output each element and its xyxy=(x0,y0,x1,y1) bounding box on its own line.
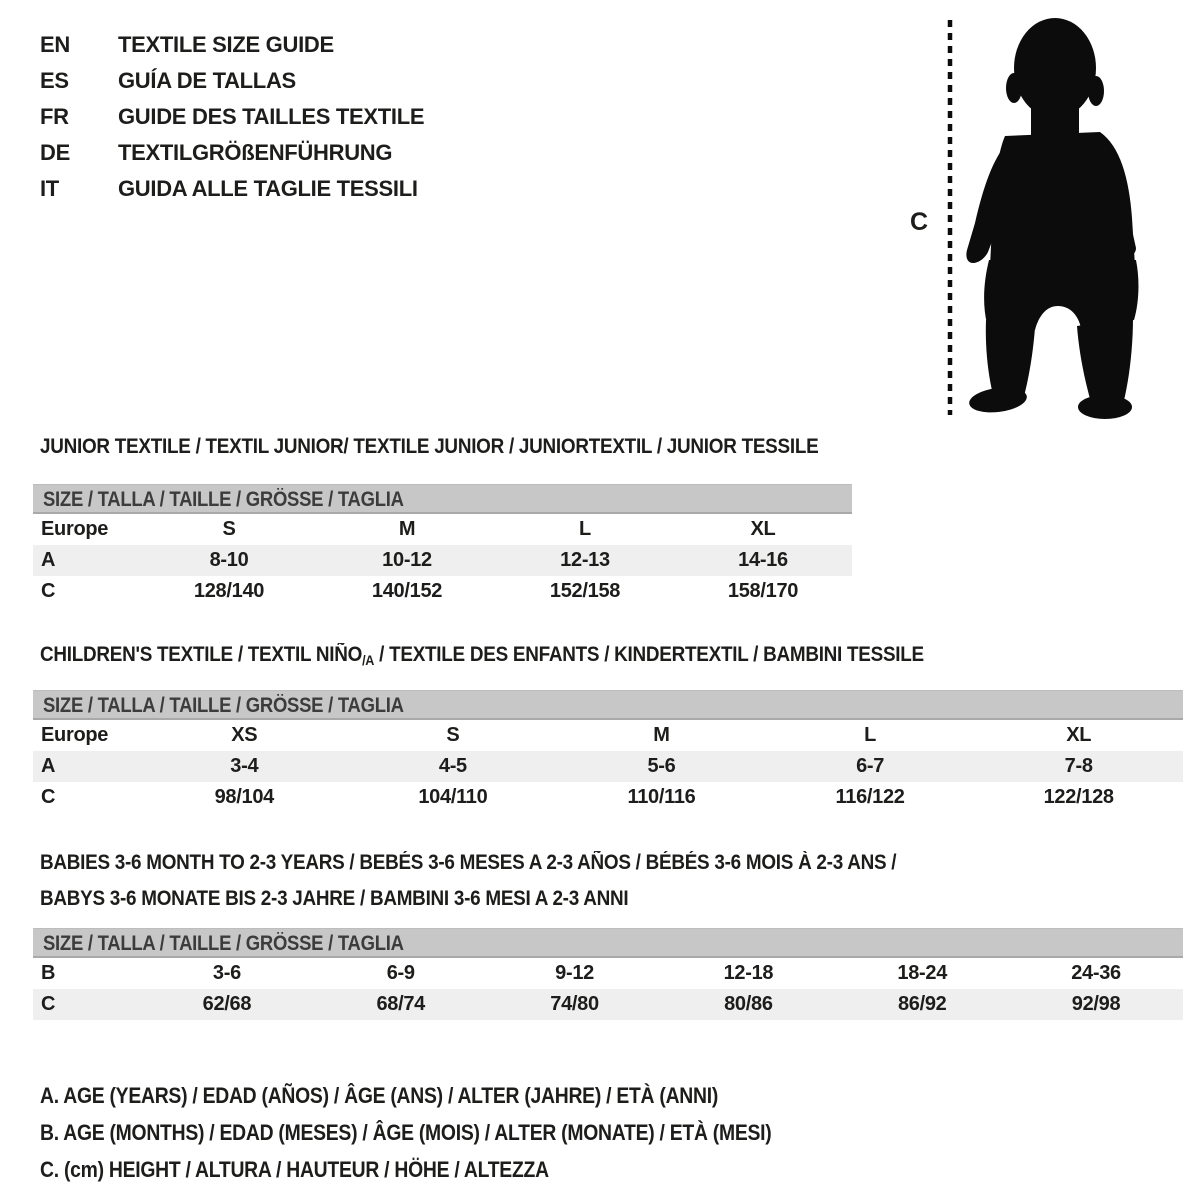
height-cell: 116/122 xyxy=(835,786,905,808)
babies-size-table xyxy=(33,928,1183,1020)
legend-age-years: A. AGE (YEARS) / EDAD (AÑOS) / ÂGE (ANS) / ALTER (JAHRE) / ETÀ (ANNI) xyxy=(40,1083,719,1108)
size-header-bar xyxy=(33,690,1183,720)
language-code: IT xyxy=(40,176,59,201)
height-cell: 158/170 xyxy=(727,580,799,602)
age-cell: 6-7 xyxy=(856,755,885,777)
language-title: GUÍA DE TALLAS xyxy=(118,68,296,93)
age-cell: 5-6 xyxy=(647,755,676,777)
age-cell: 10-12 xyxy=(382,549,432,571)
months-cell: 12-18 xyxy=(723,962,774,984)
height-cell: 80/86 xyxy=(724,993,773,1015)
row-label: A xyxy=(41,755,56,777)
size-cell: L xyxy=(864,724,877,746)
language-row-it xyxy=(40,171,424,207)
table-row-height xyxy=(33,989,1183,1020)
size-cell: S xyxy=(446,724,460,746)
size-header-text: SIZE / TALLA / TAILLE / GRÖSSE / TAGLIA xyxy=(43,488,404,511)
language-code: FR xyxy=(40,104,69,129)
size-cell: XL xyxy=(750,518,776,540)
height-cell: 62/68 xyxy=(202,993,252,1015)
row-label: B xyxy=(41,962,56,984)
table-row-europe xyxy=(33,720,1183,751)
height-cell: 140/152 xyxy=(371,580,443,602)
language-title: TEXTILGRÖßENFÜHRUNG xyxy=(118,140,393,165)
children-title-prefix: CHILDREN'S TEXTILE / TEXTIL NIÑO xyxy=(40,643,363,666)
language-title: GUIDA ALLE TAGLIE TESSILI xyxy=(118,176,418,201)
language-code: DE xyxy=(40,140,70,165)
months-cell: 3-6 xyxy=(212,962,241,984)
language-code: ES xyxy=(40,68,69,93)
height-cell: 98/104 xyxy=(214,786,274,808)
months-cell: 24-36 xyxy=(1071,962,1121,984)
babies-section-title xyxy=(40,845,896,917)
legend-height-cm: C. (cm) HEIGHT / ALTURA / HAUTEUR / HÖHE / ALTEZZA xyxy=(40,1157,549,1182)
months-cell: 6-9 xyxy=(386,962,415,984)
table-row-height xyxy=(33,782,1183,813)
height-cell: 104/110 xyxy=(418,786,488,808)
junior-size-table xyxy=(33,484,852,607)
children-title-suffix: / TEXTILE DES ENFANTS / KINDERTEXTIL / BAMBINI TESSILE xyxy=(374,643,924,666)
children-section-title xyxy=(40,642,924,673)
language-row-es xyxy=(40,63,424,99)
language-title: GUIDE DES TAILLES TEXTILE xyxy=(118,104,425,129)
junior-section-title: JUNIOR TEXTILE / TEXTIL JUNIOR/ TEXTILE JUNIOR / JUNIORTEXTIL / JUNIOR TESSILE xyxy=(40,435,819,458)
table-row-height xyxy=(33,576,852,607)
table-row-age xyxy=(33,751,1183,782)
height-cell: 110/116 xyxy=(627,786,696,808)
language-row-fr xyxy=(40,99,424,135)
toddler-silhouette-icon xyxy=(905,8,1150,423)
row-label: Europe xyxy=(41,724,109,746)
age-cell: 8-10 xyxy=(209,549,249,571)
height-cell: 122/128 xyxy=(1043,786,1114,808)
row-label: Europe xyxy=(41,518,109,540)
size-header-bar xyxy=(33,928,1183,958)
height-cell: 74/80 xyxy=(550,993,599,1015)
height-measure-label: C xyxy=(910,208,929,236)
size-header-bar xyxy=(33,484,852,514)
children-title-sub: /A xyxy=(362,652,375,668)
months-cell: 9-12 xyxy=(555,962,594,984)
age-cell: 12-13 xyxy=(560,549,610,571)
height-cell: 128/140 xyxy=(193,580,265,602)
table-row-age xyxy=(33,545,852,576)
language-title: TEXTILE SIZE GUIDE xyxy=(118,32,334,57)
size-cell: M xyxy=(653,724,670,746)
age-cell: 3-4 xyxy=(230,755,259,777)
height-cell: 92/98 xyxy=(1071,993,1121,1015)
size-cell: XS xyxy=(231,724,258,746)
babies-title-line2: BABYS 3-6 MONATE BIS 2-3 JAHRE / BAMBINI 3-6 MESI A 2-3 ANNI xyxy=(40,887,629,910)
row-label: C xyxy=(41,786,56,808)
table-row-europe xyxy=(33,514,852,545)
legend xyxy=(40,1077,871,1188)
size-cell: S xyxy=(222,518,236,540)
months-cell: 18-24 xyxy=(897,962,948,984)
size-cell: L xyxy=(579,518,591,540)
size-header-text: SIZE / TALLA / TAILLE / GRÖSSE / TAGLIA xyxy=(43,694,404,717)
table-row-months xyxy=(33,958,1183,989)
language-row-en xyxy=(40,27,424,63)
babies-title-line1: BABIES 3-6 MONTH TO 2-3 YEARS / BEBÉS 3-6 MESES A 2-3 AÑOS / BÉBÉS 3-6 MOIS À 2-3 ANS / xyxy=(40,851,897,874)
height-cell: 152/158 xyxy=(549,580,621,602)
language-row-de xyxy=(40,135,424,171)
row-label: C xyxy=(41,993,56,1015)
legend-age-months: B. AGE (MONTHS) / EDAD (MESES) / ÂGE (MOIS) / ALTER (MONATE) / ETÀ (MESI) xyxy=(40,1120,772,1145)
language-code: EN xyxy=(40,32,70,57)
age-cell: 7-8 xyxy=(1064,755,1093,777)
height-cell: 86/92 xyxy=(897,993,947,1015)
size-cell: M xyxy=(398,518,416,540)
row-label: C xyxy=(41,580,56,602)
height-cell: 68/74 xyxy=(376,993,426,1015)
age-cell: 14-16 xyxy=(738,549,788,571)
language-list xyxy=(40,27,424,207)
size-header-text: SIZE / TALLA / TAILLE / GRÖSSE / TAGLIA xyxy=(43,932,404,955)
age-cell: 4-5 xyxy=(438,755,467,777)
row-label: A xyxy=(41,549,56,571)
size-cell: XL xyxy=(1066,724,1092,746)
children-size-table xyxy=(33,690,1183,813)
